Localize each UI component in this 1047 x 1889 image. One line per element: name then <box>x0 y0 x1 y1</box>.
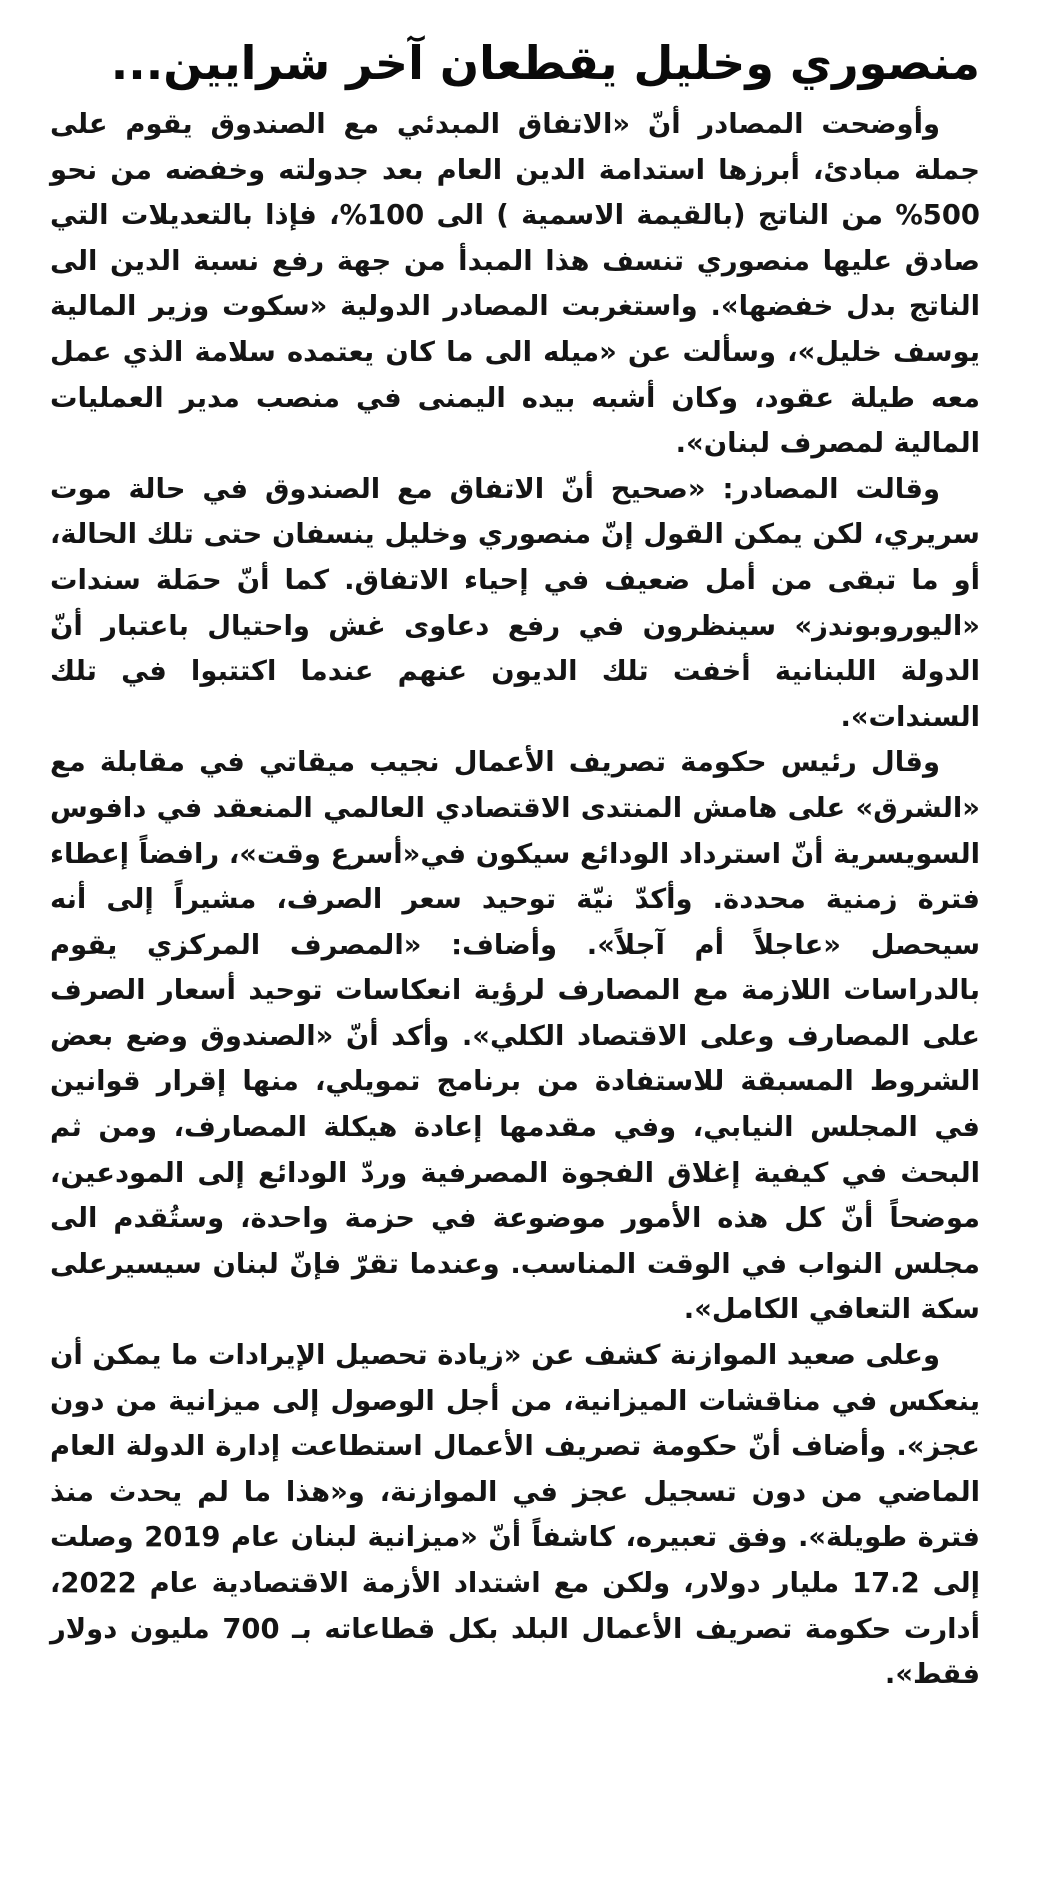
article-body <box>50 102 980 1698</box>
article-paragraph: وعلى صعيد الموازنة كشف عن «زيادة تحصيل الإيرادات ما يمكن أن ينعكس في مناقشات الميزانية، من أجل الوصول إلى ميزانية من دون عجز». وأضاف أنّ حكومة تصريف الأعمال استطاعت إدارة الدولة العام الماضي من دون تسجيل عجز في الموازنة، و«هذا ما لم يحدث منذ فترة طويلة». وفق تعبيره، كاشفاً أنّ «ميزانية لبنان عام 2019 وصلت إلى 17.2 مليار دولار، ولكن مع اشتداد الأزمة الاقتصادية عام 2022، أدارت حكومة تصريف الأعمال البلد بكل قطاعاته بـ 700 مليون دولار فقط». <box>50 1340 981 1691</box>
article-paragraph: وقال رئيس حكومة تصريف الأعمال نجيب ميقاتي في مقابلة مع «الشرق» على هامش المنتدى الاقتصادي العالمي المنعقد في دافوس السويسرية أنّ استرداد الودائع سيكون في«أسرع وقت»، رافضاً إعطاء فترة زمنية محددة. وأكدّ نيّة توحيد سعر الصرف، مشيراً إلى أنه سيحصل «عاجلاً أم آجلاً». وأضاف: «المصرف المركزي يقوم بالدراسات اللازمة مع المصارف لرؤية انعكاسات توحيد أسعار الصرف على المصارف وعلى الاقتصاد الكلي». وأكد أنّ «الصندوق وضع بعض الشروط المسبقة للاستفادة من برنامج تمويلي، منها إقرار قوانين في المجلس النيابي، وفي مقدمها إعادة هيكلة المصارف، ومن ثم البحث في كيفية إغلاق الفجوة المصرفية وردّ الودائع إلى المودعين، موضحاً أنّ كل هذه الأمور موضوعة في حزمة واحدة، وستُقدم الى مجلس النواب في الوقت المناسب. وعندما تقرّ فإنّ لبنان سيسيرعلى سكة التعافي الكامل». <box>50 747 980 1326</box>
news-article <box>50 10 980 1880</box>
article-paragraph: وأوضحت المصادر أنّ «الاتفاق المبدئي مع الصندوق يقوم على جملة مبادئ، أبرزها استدامة الدين العام بعد جدولته وخفضه من نحو 500% من الناتج (بالقيمة الاسمية ) الى 100%، فإذا بالتعديلات التي صادق عليها منصوري تنسف هذا المبدأ من جهة رفع نسبة الدين الى الناتج بدل خفضها». واستغربت المصادر الدولية «سكوت وزير المالية يوسف خليل»، وسألت عن «ميله الى ما كان يعتمده سلامة الذي عمل معه طيلة عقود، وكان أشبه بيده اليمنى في منصب مدير العمليات المالية لمصرف لبنان». <box>50 109 980 460</box>
article-headline: منصوري وخليل يقطعان آخر شرايين... <box>110 36 980 90</box>
article-paragraph: وقالت المصادر: «صحيح أنّ الاتفاق مع الصندوق في حالة موت سريري، لكن يمكن القول إنّ منصوري وخليل ينسفان حتى تلك الحالة، أو ما تبقى من أمل ضعيف في إحياء الاتفاق. كما أنّ حمَلة سندات «اليوروبوندز» سينظرون في رفع دعاوى غش واحتيال باعتبار أنّ الدولة اللبنانية أخفت تلك الديون عنهم عندما اكتتبوا في تلك السندات». <box>50 473 980 733</box>
